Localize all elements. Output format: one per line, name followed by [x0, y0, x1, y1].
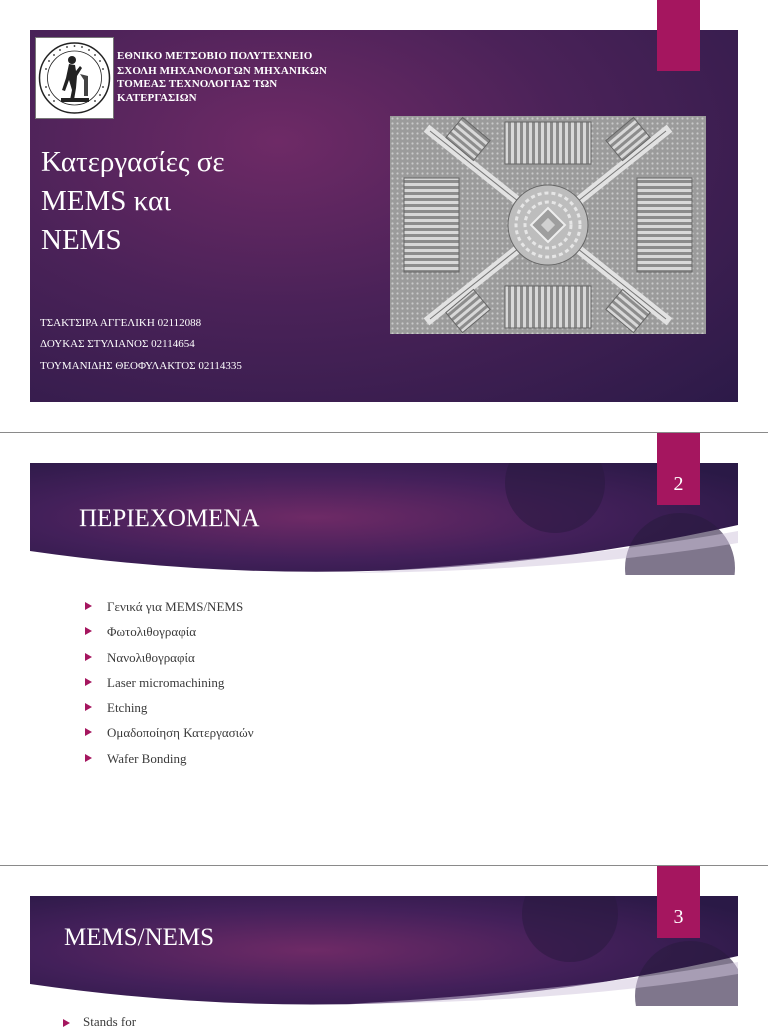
title-line: MEMS και	[41, 185, 172, 217]
slide-number: 2	[673, 473, 684, 495]
list-item-label: Stands for	[83, 1014, 137, 1029]
slide-divider	[0, 432, 768, 433]
slide-number: 3	[673, 906, 684, 928]
slide-divider	[0, 865, 768, 866]
bullet-triangle-icon	[85, 728, 92, 736]
bullet-triangle-icon	[85, 653, 92, 661]
institution-line: ΤΟΜΕΑΣ ΤΕΧΝΟΛΟΓΙΑΣ ΤΩΝ	[117, 78, 278, 90]
presentation-title	[41, 143, 301, 260]
title-line: Κατεργασίες σε	[41, 146, 225, 178]
list-item-label: Ομαδοποίηση Κατεργασιών	[107, 725, 254, 741]
bullet-triangle-icon	[85, 678, 92, 686]
contents-list	[85, 597, 254, 774]
institution-line: ΚΑΤΕΡΓΑΣΙΩΝ	[117, 92, 197, 104]
list-item	[63, 1014, 136, 1030]
mems-device-image	[390, 116, 706, 334]
author-name: ΤΟΥΜΑΝΙΔΗΣ ΘΕΟΦΥΛΑΚΤΟΣ 02114335	[40, 360, 242, 372]
bullet-triangle-icon	[85, 627, 92, 635]
list-item-label: Laser micromachining	[107, 674, 225, 690]
list-item	[85, 723, 254, 748]
list-item	[85, 648, 254, 673]
list-item	[85, 749, 254, 774]
list-item-label: Wafer Bonding	[107, 750, 187, 766]
list-item-label: Φωτολιθογραφία	[107, 624, 197, 640]
bullet-triangle-icon	[85, 602, 92, 610]
slide-title: ΠΕΡΙΕΧΟΜΕΝΑ	[79, 505, 260, 532]
list-item	[85, 698, 254, 723]
list-item-label: Νανολιθογραφία	[107, 649, 195, 665]
bullet-triangle-icon	[63, 1019, 70, 1027]
bullet-triangle-icon	[85, 703, 92, 711]
list-item	[85, 622, 254, 647]
institution-line: ΕΘΝΙΚΟ ΜΕΤΣΟΒΙΟ ΠΟΛΥΤΕΧΝΕΙΟ	[117, 50, 313, 62]
list-item-label: Etching	[107, 700, 148, 716]
author-name: ΤΣΑΚΤΣΙΡΑ ΑΓΓΕΛΙΚΗ 02112088	[40, 317, 202, 329]
institution-line: ΣΧΟΛΗ ΜΗΧΑΝΟΛΟΓΩΝ ΜΗΧΑΝΙΚΩΝ	[117, 65, 327, 77]
bullet-triangle-icon	[85, 754, 92, 762]
slide-title: MEMS/NEMS	[64, 924, 215, 951]
list-item	[85, 673, 254, 698]
list-item	[85, 597, 254, 622]
author-name: ΔΟΥΚΑΣ ΣΤΥΛΙΑΝΟΣ 02114654	[40, 338, 195, 350]
title-line: NEMS	[41, 224, 122, 256]
list-item-label: Γενικά για MEMS/NEMS	[107, 599, 244, 614]
slide-accent-tab	[657, 0, 700, 71]
university-seal-logo	[35, 37, 114, 119]
